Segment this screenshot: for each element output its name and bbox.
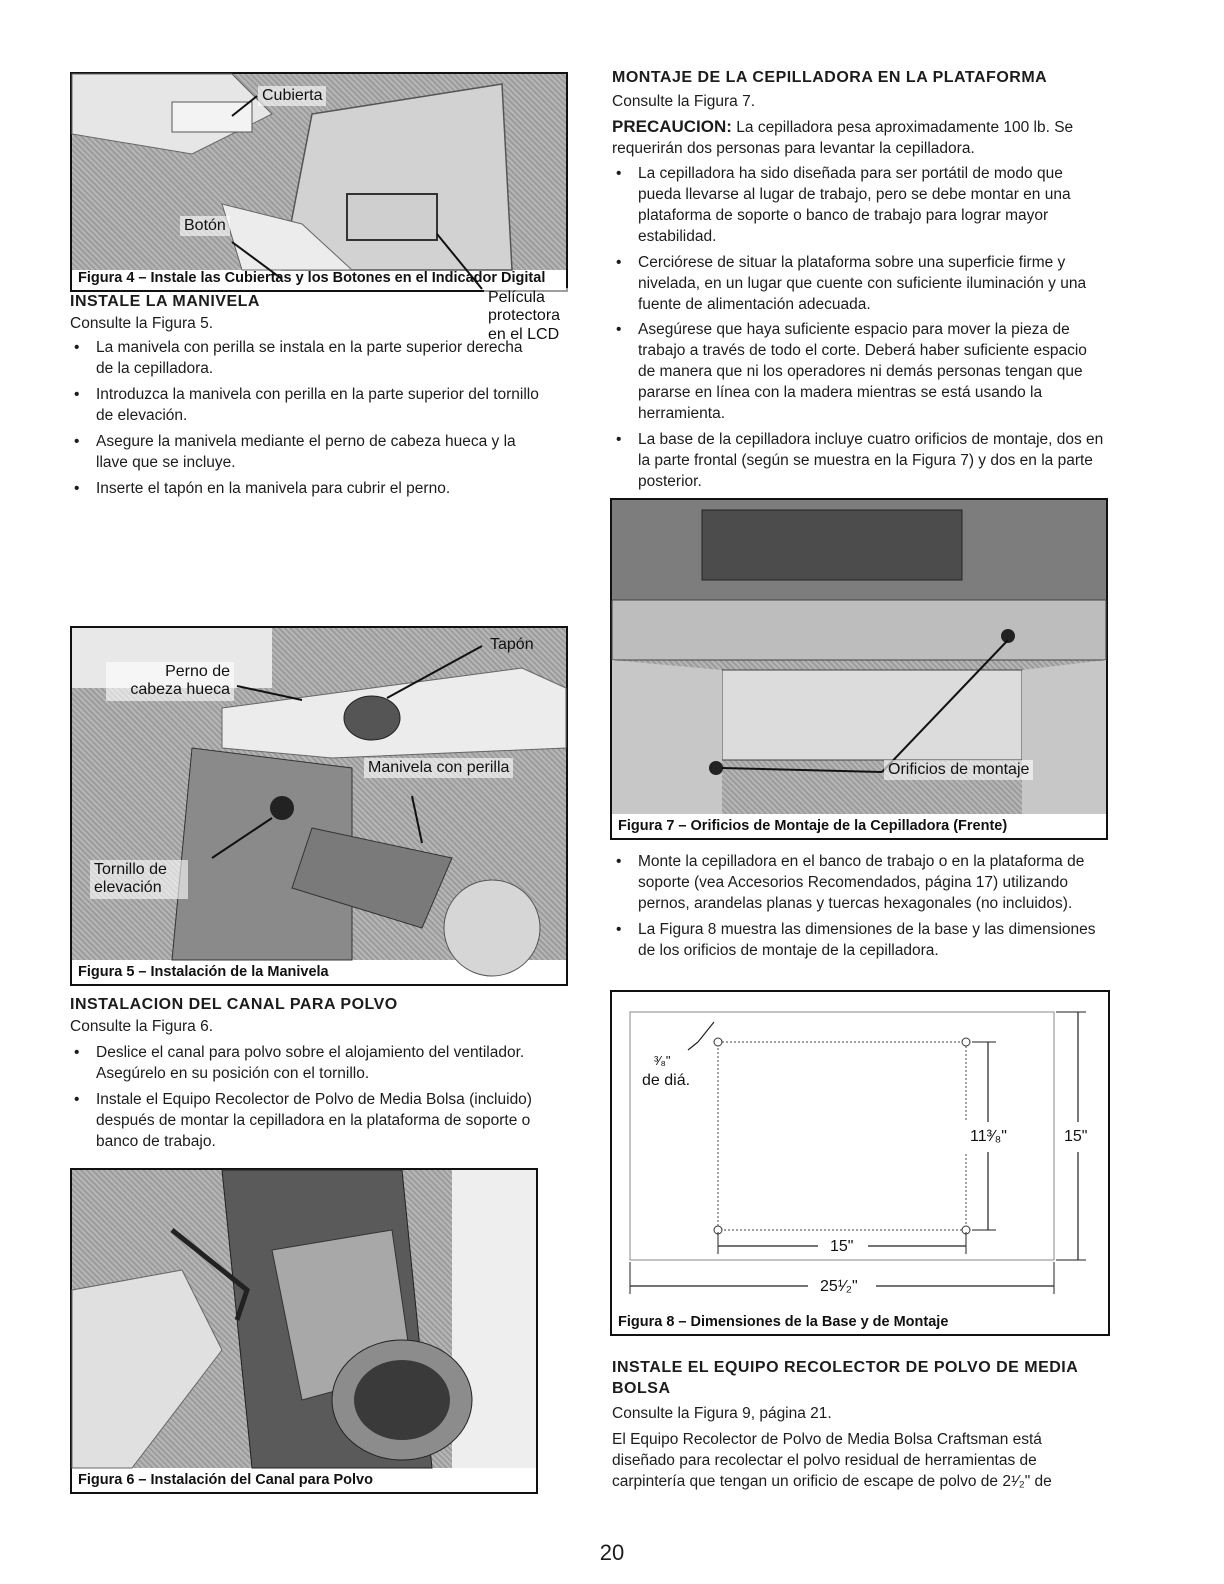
list-item: • La Figura 8 muestra las dimensiones de la base y las dimensiones de los orificios de montaje de la cepilladora. <box>612 920 1108 962</box>
montaje-list-2 <box>612 852 1108 967</box>
figure-4-caption: Figura 4 – Instale las Cubiertas y los Botones en el Indicador Digital <box>78 270 546 286</box>
recolector-title: INSTALE EL EQUIPO RECOLECTOR DE POLVO DE MEDIA BOLSA <box>612 1359 1078 1397</box>
list-item: • La manivela con perilla se instala en la parte superior derecha de la cepilladora. <box>70 338 540 380</box>
callout-tapon: Tapón <box>490 636 534 653</box>
montaje-title: MONTAJE DE LA CEPILLADORA EN LA PLATAFORMA <box>612 69 1048 86</box>
lcd-screen <box>347 194 437 240</box>
manivela-list <box>70 338 540 504</box>
mounting-hole-left <box>709 761 723 775</box>
recolector-text: El Equipo Recolector de Polvo de Media Bolsa Craftsman está diseñado para recolectar el polvo residual de herramientas de carpintería que tengan un orificio de escape de polvo de 2¹⁄₂" de <box>612 1431 1052 1490</box>
dim-hole-horizontal: 15" <box>830 1238 854 1255</box>
callout-pelicula: Película protectora en el LCD <box>484 288 572 345</box>
figure-6-photo <box>72 1170 536 1468</box>
figure-8-diagram <box>612 992 1108 1312</box>
precaution-text: La cepilladora pesa aproximadamente 100 lb. Se requerirán dos personas para levantar la cepilladora. <box>612 119 1074 157</box>
figure-7 <box>610 498 1108 840</box>
mounting-hole-pattern <box>718 1042 966 1230</box>
figure-8-caption: Figura 8 – Dimensiones de la Base y de Montaje <box>618 1314 949 1330</box>
precaution-label: PRECAUCION: <box>612 117 732 136</box>
callout-manivela: Manivela con perilla <box>364 758 513 778</box>
manivela-ref: Consulte la Figura 5. <box>70 315 214 332</box>
hole-diameter-label: de diá. <box>642 1072 691 1089</box>
figure-5 <box>70 626 568 986</box>
callout-boton: Botón <box>180 216 230 236</box>
list-item: • Asegure la manivela mediante el perno de cabeza hueca y la llave que se incluye. <box>70 432 540 474</box>
planer-table <box>722 670 1022 760</box>
dim-hole-vertical: 11³⁄₈" <box>970 1128 1007 1145</box>
montaje-ref: Consulte la Figura 7. <box>612 93 756 110</box>
figure-6 <box>70 1168 538 1494</box>
list-item: • Inserte el tapón en la manivela para cubrir el perno. <box>70 479 540 500</box>
list-item: • La base de la cepilladora incluye cuatro orificios de montaje, dos en la parte frontal (según se muestra en la Figura 7) y dos en la parte posterior. <box>612 430 1108 493</box>
crank-knob <box>444 880 540 976</box>
hole-diameter: ³⁄₈" <box>654 1053 671 1068</box>
montaje-list <box>612 164 1108 498</box>
manivela-title: INSTALE LA MANIVELA <box>70 293 260 310</box>
canal-list <box>70 1043 540 1158</box>
hole-icon <box>714 1038 722 1046</box>
list-item: • Asegúrese que haya suficiente espacio para mover la pieza de trabajo a través de todo el corte. Deberá haber suficiente espacio de manera que ni los operadores ni demás personas tengan que pararse en línea con la madera mientras se está usando la herramienta. <box>612 320 1108 425</box>
figure-5-caption: Figura 5 – Instalación de la Manivela <box>78 964 329 980</box>
list-item: • Cerciórese de situar la plataforma sobre una superficie firme y nivelada, en un lugar que cuente con suficiente iluminación y una fuente de alimentación adecuada. <box>612 253 1108 316</box>
hole-icon <box>962 1038 970 1046</box>
elevation-screw <box>270 796 294 820</box>
figure-7-caption: Figura 7 – Orificios de Montaje de la Cepilladora (Frente) <box>618 818 1008 834</box>
figure-8 <box>610 990 1110 1336</box>
callout-orificios: Orificios de montaje <box>884 760 1033 780</box>
figure-6-caption: Figura 6 – Instalación del Canal para Polvo <box>78 1472 373 1488</box>
recolector-ref: Consulte la Figura 9, página 21. <box>612 1405 832 1422</box>
cover-piece <box>172 102 252 132</box>
list-item: • Instale el Equipo Recolector de Polvo de Media Bolsa (incluido) después de montar la cepilladora en la plataforma de soporte o banco de trabajo. <box>70 1090 540 1153</box>
list-item: • La cepilladora ha sido diseñada para ser portátil de modo que pueda llevarse al lugar de trabajo, pero se debe montar en una plataforma de soporte o banco de trabajo para lograr mayor estabilidad. <box>612 164 1108 248</box>
figure-6-illustration <box>72 1170 536 1468</box>
callout-cubierta: Cubierta <box>258 86 326 106</box>
dim-base-horizontal: 25¹⁄₂" <box>820 1278 858 1295</box>
precaution <box>612 116 1112 160</box>
callout-tornillo: Tornillo de elevación <box>90 860 188 899</box>
page-number: 20 <box>599 1540 625 1565</box>
canal-ref: Consulte la Figura 6. <box>70 1018 214 1035</box>
list-item: • Deslice el canal para polvo sobre el alojamiento del ventilador. Asegúrelo en su posición con el tornillo. <box>70 1043 540 1085</box>
list-item: • Monte la cepilladora en el banco de trabajo o en la plataforma de soporte (vea Accesorios Recomendados, página 17) utilizando pernos, arandelas planas y tuercas hexagonales (no incluidos). <box>612 852 1108 915</box>
tapon-plug <box>344 696 400 740</box>
list-item: • Introduzca la manivela con perilla en la parte superior del tornillo de elevación. <box>70 385 540 427</box>
dim-base-vertical: 15" <box>1064 1128 1088 1145</box>
callout-perno: Perno de cabeza hueca <box>106 662 234 701</box>
canal-title: INSTALACION DEL CANAL PARA POLVO <box>70 996 398 1013</box>
